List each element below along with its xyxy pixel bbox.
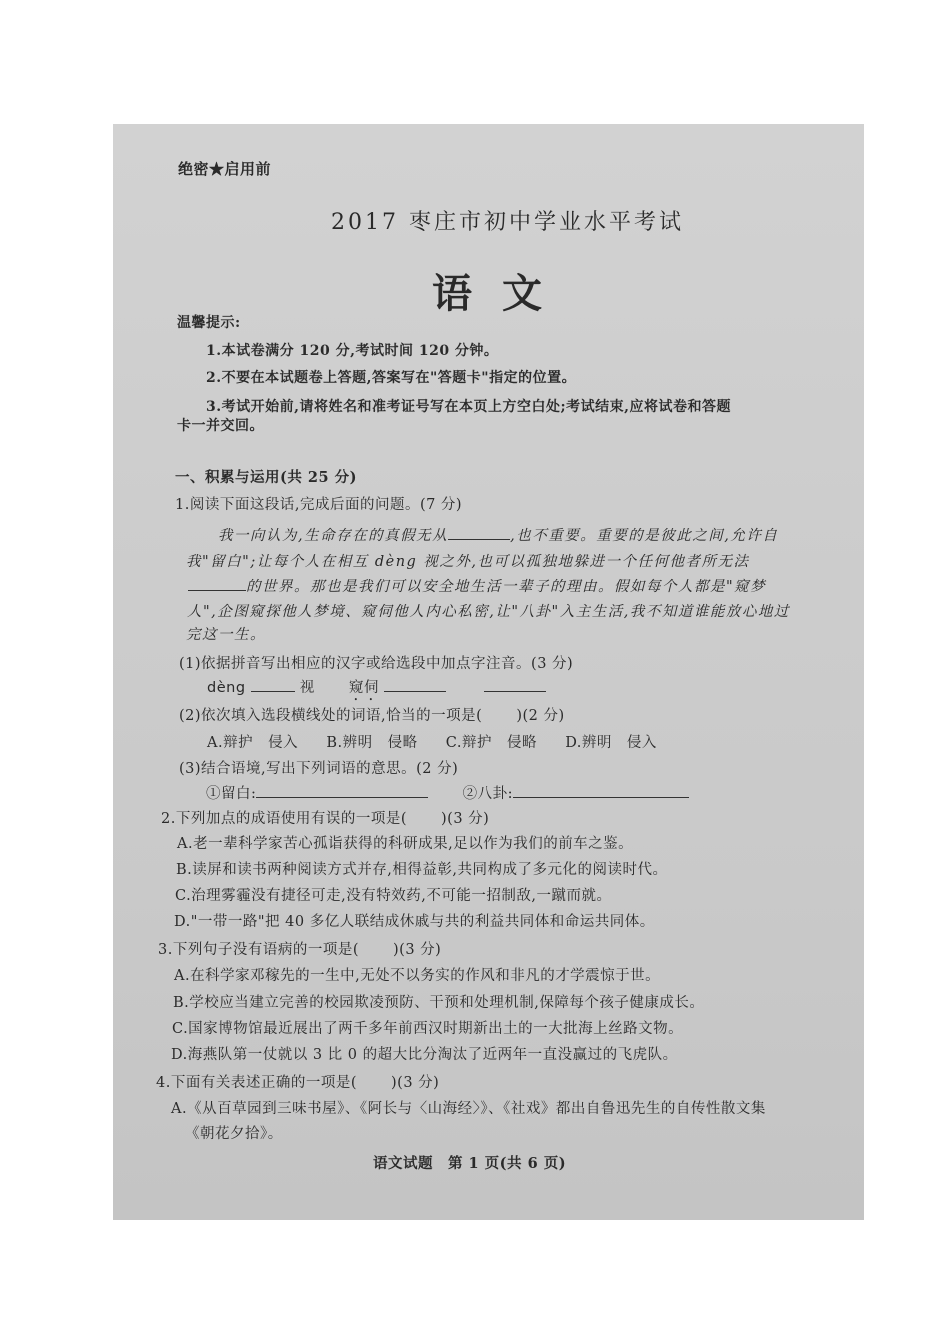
q2-option-c: C.治理雾霾没有捷径可走,没有特效药,不可能一招制敌,一蹴而就。: [175, 888, 612, 904]
q3-option-b: B.学校应当建立完善的校园欺凌预防、干预和处理机制,保障每个孩子健康成长。: [173, 995, 705, 1011]
q3-score: )(3 分): [393, 942, 442, 958]
option-b: B.辨明 侵略: [326, 735, 418, 751]
q2-option-d: D."一带一路"把 40 多亿人联结成休戚与共的利益共同体和命运共同体。: [174, 914, 655, 930]
answer-blank: [256, 783, 428, 798]
answer-blank: [484, 677, 546, 692]
q2-stem-text: 2.下列加点的成语使用有误的一项是(: [161, 811, 407, 827]
section-title: 一、积累与运用(共 25 分): [175, 469, 357, 486]
tips-heading: 温馨提示:: [177, 315, 241, 331]
pinyin: dèng: [207, 680, 246, 696]
item-liubai: ①留白:: [206, 786, 257, 802]
word: 窥伺: [348, 680, 379, 696]
q3-stem: [158, 938, 441, 959]
q2-option-b: B.读屏和读书两种阅读方式并存,相得益彰,共同构成了多元化的阅读时代。: [176, 862, 668, 878]
blank-1: [448, 525, 510, 540]
tip-3-cont: 卡一并交回。: [177, 418, 264, 434]
answer-blank: [384, 677, 446, 692]
q2-option-a: A.老一辈科学家苦心孤诣获得的科研成果,足以作为我们的前车之鉴。: [177, 836, 634, 852]
tip-1: 1.本试卷满分 120 分,考试时间 120 分钟。: [206, 343, 499, 359]
option-c: C.辩护 侵略: [445, 735, 537, 751]
passage-text: ,也不重要。重要的是彼此之间,允许自: [510, 528, 779, 544]
passage-line-1: [218, 524, 778, 545]
passage-line-2: 我"留白";让每个人在相互 dèng 视之外,也可以孤独地躲进一个任何他者所无法: [186, 554, 750, 570]
option-d: D.辨明 侵入: [565, 735, 657, 751]
q4-stem: [156, 1071, 439, 1092]
q4-stem-text: 4.下面有关表述正确的一项是(: [156, 1075, 357, 1091]
q1-sub1: (1)依据拼音写出相应的汉字或给选段中加点字注音。(3 分): [179, 656, 574, 672]
answer-blank: [513, 783, 689, 798]
passage-text: 的世界。那也是我们可以安全地生活一辈子的理由。假如每个人都是"窥梦: [246, 579, 767, 595]
passage-text: 我一向认为,生命存在的真假无从: [218, 528, 449, 544]
q4-option-a: A.《从百草园到三味书屋》、《阿长与〈山海经〉》、《社戏》都出自鲁迅先生的自传性散文集: [171, 1101, 766, 1117]
option-a: A.辩护 侵入: [207, 735, 299, 751]
confidential-mark: 绝密★启用前: [178, 160, 272, 178]
q3-option-c: C.国家博物馆最近展出了两千多年前西汉时期新出土的一大批海上丝路文物。: [172, 1021, 684, 1037]
q1-sub2-text: (2)依次填入选段横线处的词语,恰当的一项是(: [179, 708, 483, 724]
q3-stem-text: 3.下列句子没有语病的一项是(: [158, 942, 359, 958]
q1-sub3-items: [206, 782, 689, 803]
q3-option-d: D.海燕队第一仗就以 3 比 0 的超大比分淘汰了近两年一直没赢过的飞虎队。: [171, 1047, 678, 1063]
tip-2: 2.不要在本试题卷上答题,答案写在"答题卡"指定的位置。: [206, 370, 577, 386]
q1-sub2: [179, 704, 565, 725]
q1-sub3: (3)结合语境,写出下列词语的意思。(2 分): [179, 761, 459, 777]
exam-title: 2017 枣庄市初中学业水平考试: [331, 210, 684, 235]
q1-sub2-score: )(2 分): [516, 708, 565, 724]
item-bagua: ②八卦:: [462, 786, 513, 802]
char: 视: [299, 680, 315, 696]
passage-line-5: 完这一生。: [186, 627, 266, 643]
q4-option-a-cont: 《朝花夕拾》。: [185, 1126, 283, 1142]
passage-line-3: [188, 575, 766, 596]
q1-sub1-items: [207, 676, 546, 704]
q2-stem: [161, 807, 489, 828]
passage-line-4: 人",企图窥探他人梦境、窥伺他人内心私密,让"八卦"入主生活,我不知道谁能放心地过: [187, 604, 790, 620]
page-footer: 语文试题 第 1 页(共 6 页): [373, 1155, 567, 1172]
q1-stem: 1.阅读下面这段话,完成后面的问题。(7 分): [175, 497, 463, 513]
answer-blank: [251, 677, 295, 692]
q3-option-a: A.在科学家邓稼先的一生中,无处不以务实的作风和非凡的才学震惊于世。: [174, 968, 661, 984]
q1-sub2-options: [207, 731, 657, 752]
blank-2: [188, 576, 246, 591]
tip-3: 3.考试开始前,请将姓名和准考证号写在本页上方空白处;考试结束,应将试卷和答题: [206, 399, 732, 415]
subject-title: 语文: [432, 270, 572, 317]
q4-score: )(3 分): [391, 1075, 440, 1091]
q2-score: )(3 分): [441, 811, 490, 827]
